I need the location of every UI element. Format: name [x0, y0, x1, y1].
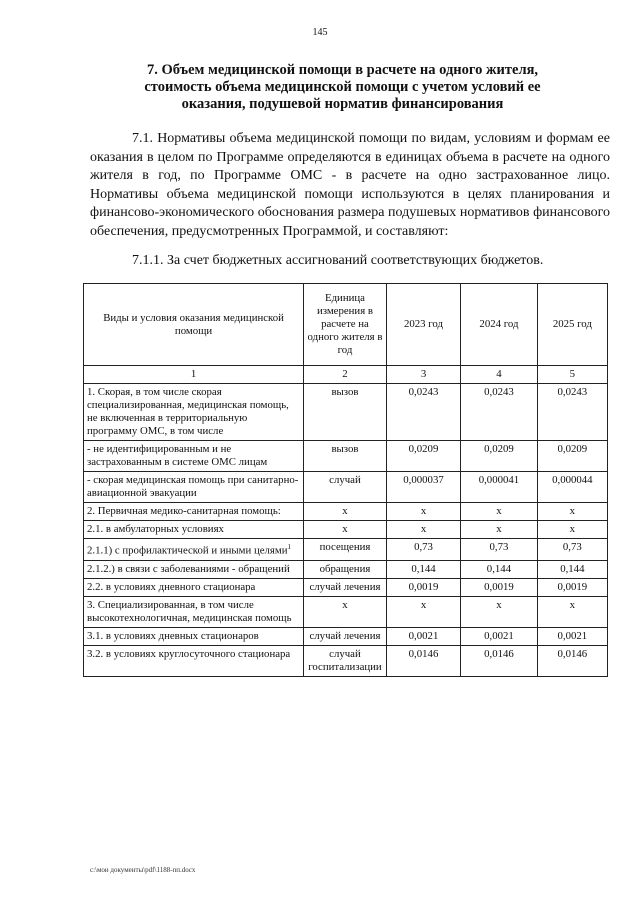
header-unit: Единица измерения в расчете на одного жителя в год [304, 284, 387, 366]
cell-2025 [537, 539, 607, 561]
table-row [84, 596, 608, 627]
cell-2024 [461, 560, 537, 578]
cell-2025-text: 0,73 [562, 541, 582, 553]
cell-2025-text: 0,144 [560, 562, 585, 575]
column-number: 1 [84, 366, 304, 384]
cell-unit [304, 539, 387, 561]
cell-2024 [461, 384, 537, 441]
cell-type [84, 596, 304, 627]
cell-2023 [386, 441, 460, 472]
cell-2024-text: х [496, 523, 502, 535]
cell-2023 [386, 539, 460, 561]
cell-2024 [461, 503, 537, 521]
cell-2025 [537, 472, 607, 503]
cell-2025-text: 0,0019 [557, 580, 588, 593]
header-2023: 2023 год [386, 284, 460, 366]
cell-unit [304, 503, 387, 521]
cell-unit [304, 578, 387, 596]
cell-2024 [461, 472, 537, 503]
cell-2024-text: 0,000041 [478, 474, 520, 486]
cell-2024-text: 0,0209 [484, 443, 514, 455]
cell-2024 [461, 596, 537, 627]
cell-type-text: 1. Скорая, в том числе скорая специализированная, медицинская помощь, не включенная в территориальную программу ОМС, в том числе [87, 386, 289, 437]
cell-unit-text: посещения [319, 541, 371, 553]
cell-2023-text: х [420, 598, 427, 611]
table-body [84, 384, 608, 677]
cell-unit [304, 645, 387, 676]
section-title: 7. Объем медицинской помощи в расчете на одного жителя, стоимость объема медицинской помощи с учетом условий ее оказания, подушевой норматив финансирования [144, 62, 541, 112]
table-row [84, 627, 608, 645]
cell-2023 [386, 560, 460, 578]
cell-2024 [461, 627, 537, 645]
header-2024: 2024 год [461, 284, 537, 366]
cell-2024 [461, 521, 537, 539]
cell-2025 [537, 578, 607, 596]
cell-2024-text: 0,73 [489, 541, 509, 553]
cell-2023-text: 0,000037 [403, 474, 444, 486]
cell-type-text: 3. Специализированная, в том числе высокотехнологичная, медицинская помощь [87, 598, 292, 624]
cell-unit [304, 627, 387, 645]
cell-type-text: 2.1.1) с профилактической и иными целями [87, 544, 288, 557]
table-row [84, 539, 608, 561]
cell-type [84, 627, 304, 645]
cell-2024-text: х [496, 598, 502, 611]
table-row [84, 645, 608, 676]
cell-unit-text: вызов [331, 443, 359, 455]
cell-2024 [461, 645, 537, 676]
cell-type-text: - не идентифицированным и не застрахованным в системе ОМС лицам [87, 443, 268, 468]
cell-2025 [537, 384, 607, 441]
cell-2023-text: 0,0146 [408, 647, 439, 660]
cell-unit [304, 441, 387, 472]
footer-file-path: c:\мои документы\pdf\1188-пп.docx [90, 866, 196, 874]
cell-2025-text: х [569, 505, 576, 517]
cell-2023 [386, 521, 460, 539]
cell-unit-text: случай лечения [309, 580, 381, 593]
cell-2025 [537, 521, 607, 539]
table-row [84, 578, 608, 596]
cell-unit [304, 384, 387, 441]
medical-care-norms-table [83, 283, 608, 677]
cell-type [84, 472, 304, 503]
cell-type [84, 503, 304, 521]
cell-unit-text: случай госпитализации [308, 647, 382, 673]
cell-2024 [461, 441, 537, 472]
cell-2023-text: 0,0209 [408, 443, 439, 455]
cell-2025 [537, 645, 607, 676]
table-header-row [84, 284, 608, 366]
cell-unit-text: случай [329, 474, 361, 486]
cell-2023 [386, 503, 460, 521]
column-number: 3 [386, 366, 460, 384]
cell-2023 [386, 645, 460, 676]
table-row [84, 503, 608, 521]
table-row [84, 441, 608, 472]
cell-unit [304, 596, 387, 627]
cell-2024-text: 0,0146 [484, 647, 514, 660]
header-type: Виды и условия оказания медицинской помощи [84, 284, 304, 366]
cell-type-text: 2.1. в амбулаторных условиях [87, 523, 224, 535]
cell-unit [304, 521, 387, 539]
cell-2023 [386, 627, 460, 645]
paragraph-7-1-1: 7.1.1. За счет бюджетных ассигнований соответствующих бюджетов. [132, 253, 544, 268]
cell-2023-text: 0,144 [411, 562, 436, 575]
cell-unit [304, 472, 387, 503]
cell-unit-text: обращения [319, 562, 371, 575]
cell-2023-text: 0,0021 [408, 629, 439, 642]
cell-type-text: 3.1. в условиях дневных стационаров [87, 629, 259, 642]
table-row [84, 560, 608, 578]
cell-2024 [461, 539, 537, 561]
cell-2023 [386, 384, 460, 441]
cell-type-text: - скорая медицинская помощь при санитарно-авиационной эвакуации [87, 474, 299, 499]
cell-2025 [537, 627, 607, 645]
cell-2023-text: 0,73 [414, 541, 433, 553]
cell-2025 [537, 503, 607, 521]
cell-type-text: 2.1.2.) в связи с заболеваниями - обращений [87, 562, 290, 575]
cell-type [84, 441, 304, 472]
cell-2024-text: 0,0243 [484, 386, 514, 398]
cell-type [84, 645, 304, 676]
cell-unit [304, 560, 387, 578]
cell-2023 [386, 472, 460, 503]
page-number: 145 [312, 27, 328, 38]
cell-type [84, 539, 304, 561]
cell-2025-text: 0,0209 [557, 443, 588, 455]
cell-2025-text: х [569, 523, 576, 535]
cell-2025-text: 0,000044 [552, 474, 593, 486]
footnote-marker: 1 [287, 543, 291, 551]
column-number-row [84, 366, 608, 384]
cell-2023-text: 0,0019 [408, 580, 439, 593]
cell-2024-text: 0,144 [486, 562, 512, 575]
cell-2024-text: х [496, 505, 502, 517]
table-row [84, 521, 608, 539]
column-number: 4 [461, 366, 537, 384]
paragraph-7-1: 7.1. Нормативы объема медицинской помощи по видам, условиям и формам ее оказания в целом по Программе определяются в единицах объема в расчете на одного жителя в год, по Программе ОМС - в расчете на одно застрахованное лицо. Нормативы объема медицинской помощи используются в целях планирования и финансово-экономического обоснования размера подушевых нормативов финансового обеспечения, предусмотренных Программой, и составляют: [90, 131, 610, 239]
cell-unit-text: вызов [331, 386, 359, 398]
table-row [84, 384, 608, 441]
column-number: 5 [537, 366, 607, 384]
cell-2023-text: х [420, 523, 427, 535]
cell-unit-text: случай лечения [309, 629, 381, 642]
cell-type-text: 2. Первичная медико-санитарная помощь: [87, 505, 281, 517]
cell-2025-text: х [569, 598, 576, 611]
cell-type [84, 560, 304, 578]
cell-2025 [537, 441, 607, 472]
cell-2023-text: х [420, 505, 427, 517]
cell-type-text: 2.2. в условиях дневного стационара [87, 580, 256, 593]
cell-type [84, 521, 304, 539]
column-number: 2 [304, 366, 387, 384]
cell-2024 [461, 578, 537, 596]
cell-2025 [537, 596, 607, 627]
header-2025: 2025 год [537, 284, 607, 366]
cell-type [84, 578, 304, 596]
cell-2025-text: 0,0021 [557, 629, 588, 642]
cell-2023 [386, 578, 460, 596]
cell-2025-text: 0,0146 [557, 647, 588, 660]
cell-2025-text: 0,0243 [557, 386, 588, 398]
cell-type-text: 3.2. в условиях круглосуточного стационара [87, 647, 291, 660]
cell-2023 [386, 596, 460, 627]
cell-2023-text: 0,0243 [408, 386, 439, 398]
cell-unit-text: х [342, 598, 348, 611]
table-row [84, 472, 608, 503]
cell-2024-text: 0,0019 [484, 580, 514, 593]
cell-2024-text: 0,0021 [484, 629, 514, 642]
cell-2025 [537, 560, 607, 578]
cell-type [84, 384, 304, 441]
cell-unit-text: х [342, 505, 348, 517]
cell-unit-text: х [342, 523, 348, 535]
